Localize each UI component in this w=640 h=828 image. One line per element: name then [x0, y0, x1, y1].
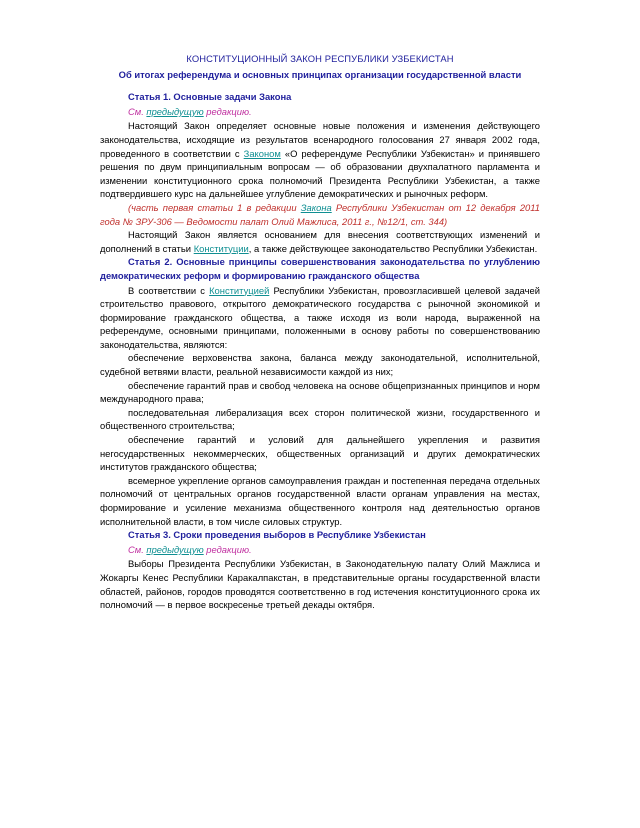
amendment-law-link[interactable]: Закона	[300, 201, 332, 213]
article-1-paragraph-1-text-b: «О референдуме Республики Узбекистан» и принявшего решения по двум принципиальным вопросам — об образовании двухпалатного парламента и изменении конституционного срока полномочий Президента Республики Узбекистан, а также подтвердившего курс на дальнейшее углубление демократических и рыночных реформ.	[100, 147, 541, 200]
constitution-link[interactable]: Конституцией	[209, 284, 270, 296]
amendment-note-text-a: (часть первая статьи 1 в редакции	[128, 201, 301, 213]
article-2-heading: Статья 2. Основные принципы совершенствования законодательства по углублению демократических реформ и формированию гражданского общества	[100, 256, 540, 281]
article-1-heading: Статья 1. Основные задачи Закона	[128, 91, 292, 103]
article-2-principle-item: обеспечение гарантий и условий для дальнейшего укрепления и развития негосударственных некоммерческих, общественных организаций и других демократических институтов гражданского общества;	[100, 434, 540, 473]
article-1-paragraph-2-text-a: Настоящий Закон является основанием для внесения соответствующих изменений и дополнений в статьи	[100, 229, 540, 254]
article-2-principle-item: обеспечение гарантий прав и свобод человека на основе общепризнанных принципов и норм международного права;	[100, 379, 540, 405]
article-3-heading: Статья 3. Сроки проведения выборов в Республике Узбекистан	[128, 529, 426, 541]
article-2-paragraph-1-text-b: Республики Узбекистан, провозгласившей целевой задачей строительство правового, открытого демократического государства с рыночной экономикой и формирование гражданского общества, а также исходя из воли народа, выраженной на референдуме, основными принципами, положенными в основу работы по совершенствованию законодательства, являются:	[100, 284, 541, 350]
constitution-link[interactable]: Конституции	[193, 242, 249, 254]
article-2-paragraph-1	[100, 284, 540, 352]
article-1-see-previous	[100, 105, 540, 119]
article-2-paragraph-1-text-a: В соответствии с	[128, 284, 210, 296]
see-previous-suffix: редакцию.	[203, 543, 252, 555]
article-1-paragraph-1-text-a: Настоящий Закон определяет основные новые положения и изменения действующего законодательства, исходящие из результатов всенародного голосования 27 января 2002 года, проведенного в соответствии с	[100, 120, 540, 159]
article-2-principle-item: всемерное укрепление органов самоуправления граждан и постепенная передача отдельных полномочий от центральных органов государственной власти органам управления на местах, формирование и усиление механизма общественного контроля над деятельностью органов исполнительной власти, в том числе силовых структур.	[100, 474, 540, 527]
law-link[interactable]: Законом	[243, 147, 281, 159]
previous-edition-link[interactable]: предыдущую	[146, 543, 204, 555]
see-previous-suffix: редакцию.	[203, 105, 252, 117]
document-subtitle: Об итогах референдума и основных принципах организации государственной власти	[118, 68, 522, 80]
document-title: КОНСТИТУЦИОННЫЙ ЗАКОН РЕСПУБЛИКИ УЗБЕКИСТАН	[186, 53, 454, 64]
see-previous-prefix: См.	[128, 105, 147, 117]
amendment-note-text-b: Республики Узбекистан от 12 декабря 2011 года № ЗРУ-306 — Ведомости палат Олий Мажлиса, 2011 г., №12/1, ст. 344)	[100, 201, 541, 227]
article-1-paragraph-2	[100, 228, 540, 255]
previous-edition-link[interactable]: предыдущую	[146, 105, 204, 117]
article-1-paragraph-2-text-b: , а также действующее законодательство Республики Узбекистан.	[248, 242, 538, 254]
article-3-paragraph-1: Выборы Президента Республики Узбекистан, в Законодательную палату Олий Мажлиса и Жокаргы Кенес Республики Каракалпакстан, в представительные органы государственной власти областей, районов, городов проводятся соответственно в год истечения конституционного срока их полномочий — в первое воскресенье третьей декады октября.	[100, 558, 540, 611]
article-3-see-previous	[100, 543, 540, 557]
article-2-principle-item: последовательная либерализация всех сторон политической жизни, государственного и общественного строительства;	[100, 406, 540, 432]
see-previous-prefix: См.	[128, 543, 147, 555]
article-1-paragraph-1	[100, 119, 540, 201]
article-1-amendment-note	[100, 201, 540, 228]
article-2-principle-item: обеспечение верховенства закона, баланса между законодательной, исполнительной, судебной ветвями власти, реальной независимости каждой из них;	[100, 352, 540, 378]
